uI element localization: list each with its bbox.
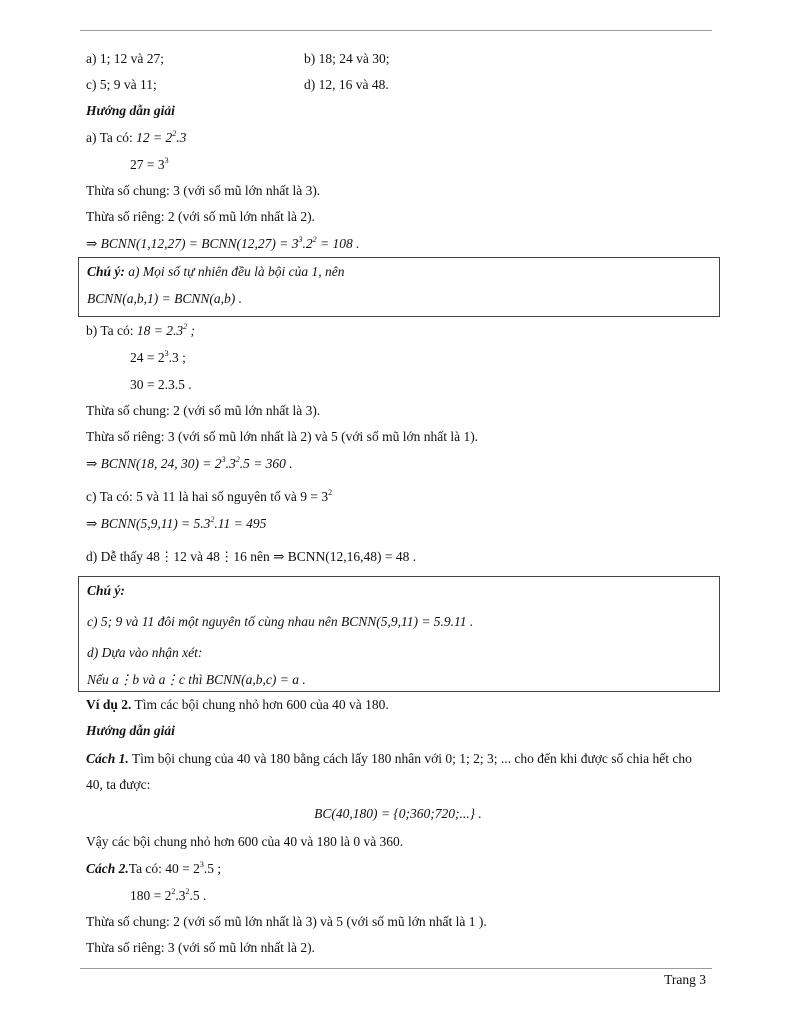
method-2-label: Cách 2. [86,861,129,876]
note-1-line [87,258,711,285]
part-a-intro: a) Ta có: $12 = 2^2.3$ [86,129,187,145]
example-2-line [86,692,710,718]
method-1-text: Tìm bội chung của 40 và 180 bằng cách lấy 180 nhân với 0; 1; 2; 3; ... cho đến khi được số chia hết cho 40, ta được: [86,751,692,792]
part-b-eq1: $18 = 2.3^2$ ; [136,322,196,338]
example-2-heading: Hướng dẫn giải [86,723,175,738]
header-rule [80,30,712,31]
exercise-c: c) 5; 9 và 11; [86,77,157,92]
note-2-label: Chú ý: [87,583,125,598]
exercise-d: d) 12, 16 và 48. [304,77,389,92]
note-1-formula: BCNN(a,b,1) = BCNN(a,b) . [87,291,242,306]
note-2-d: d) Dựa vào nhận xét: [87,645,203,660]
part-a-eq1: $12 = 2^2.3$ [136,129,187,145]
part-c-line: c) Ta có: 5 và 11 là hai số nguyên tố và $9 = 3^2$ [86,488,333,504]
note-2-rule: Nếu a⋮b và a⋮c thì BCNN(a,b,c) = a . [87,672,306,687]
exercise-a: a) 1; 12 và 27; [86,51,164,66]
method-1-conclusion: Vậy các bội chung nhỏ hơn 600 của 40 và 180 là 0 và 360. [86,834,404,849]
method-2-intro: Cách 2.Ta có: $40 = 2^3.5$ ; [86,860,222,876]
part-a-private: Thừa số riêng: 2 (với số mũ lớn nhất là 2). [86,209,315,224]
note-box-2 [78,576,720,692]
method-2-common: Thừa số chung: 2 (với số mũ lớn nhất là 3) và 5 (với số mũ lớn nhất là 1 ). [86,914,487,929]
exercise-b: b) 18; 24 và 30; [304,51,390,66]
page-content [86,46,710,961]
method-2-private: Thừa số riêng: 3 (với số mũ lớn nhất là 2). [86,940,315,955]
part-b-common: Thừa số chung: 2 (với số mũ lớn nhất là 3). [86,403,321,418]
page-number: Trang 3 [664,972,706,987]
part-a-result: ⇒ BCNN(1,12,27) = BCNN(12,27) = $3^3.2^2 = 108$ . [86,235,360,251]
exercise-row-2 [86,72,710,98]
part-b-eq3: 30 = 2.3.5 . [130,377,192,392]
note-1-label: Chú ý: [87,264,125,279]
part-d-line: d) Dễ thấy 48⋮12 và 48⋮16 nên ⇒ BCNN(12,16,48) = 48 . [86,549,417,564]
part-b-private: Thừa số riêng: 3 (với số mũ lớn nhất là 2) và 5 (với số mũ lớn nhất là 1). [86,429,479,444]
note-box-1 [78,257,720,317]
exercise-row-1 [86,46,710,72]
note-1-text: a) Mọi số tự nhiên đều là bội của 1, nên [124,264,345,279]
part-b-result: ⇒ BCNN(18, 24, $30) = 2^3.3^2.5 = 360$ . [86,455,293,471]
note-2-c: c) 5; 9 và 11 đôi một nguyên tố cùng nhau nên BCNN(5,9,11) = 5.9.11 . [87,614,474,629]
solution-heading: Hướng dẫn giải [86,103,175,118]
part-a-eq2: $27 = 3^3$ [130,156,169,172]
method-1-formula: BC(40,180) = {0;360;720;...} . [314,806,482,821]
footer-rule [80,968,712,969]
part-c-result: ⇒ BCNN(5,9,11) = $5.3^2.11 = 495$ [86,515,267,531]
part-a-common: Thừa số chung: 3 (với số mũ lớn nhất là 3). [86,183,321,198]
method-2-eq2: $180 = 2^2.3^2.5$ . [130,887,207,903]
example-2-label: Ví dụ 2. [86,697,132,712]
method-1-label: Cách 1. [86,751,129,766]
part-b-eq2: $24 = 2^3.3$ ; [130,349,186,365]
part-b-intro: b) Ta có: $18 = 2.3^2$ ; [86,322,196,338]
example-2-text: Tìm các bội chung nhỏ hơn 600 của 40 và 180. [131,697,389,712]
method-1-paragraph [86,746,710,798]
